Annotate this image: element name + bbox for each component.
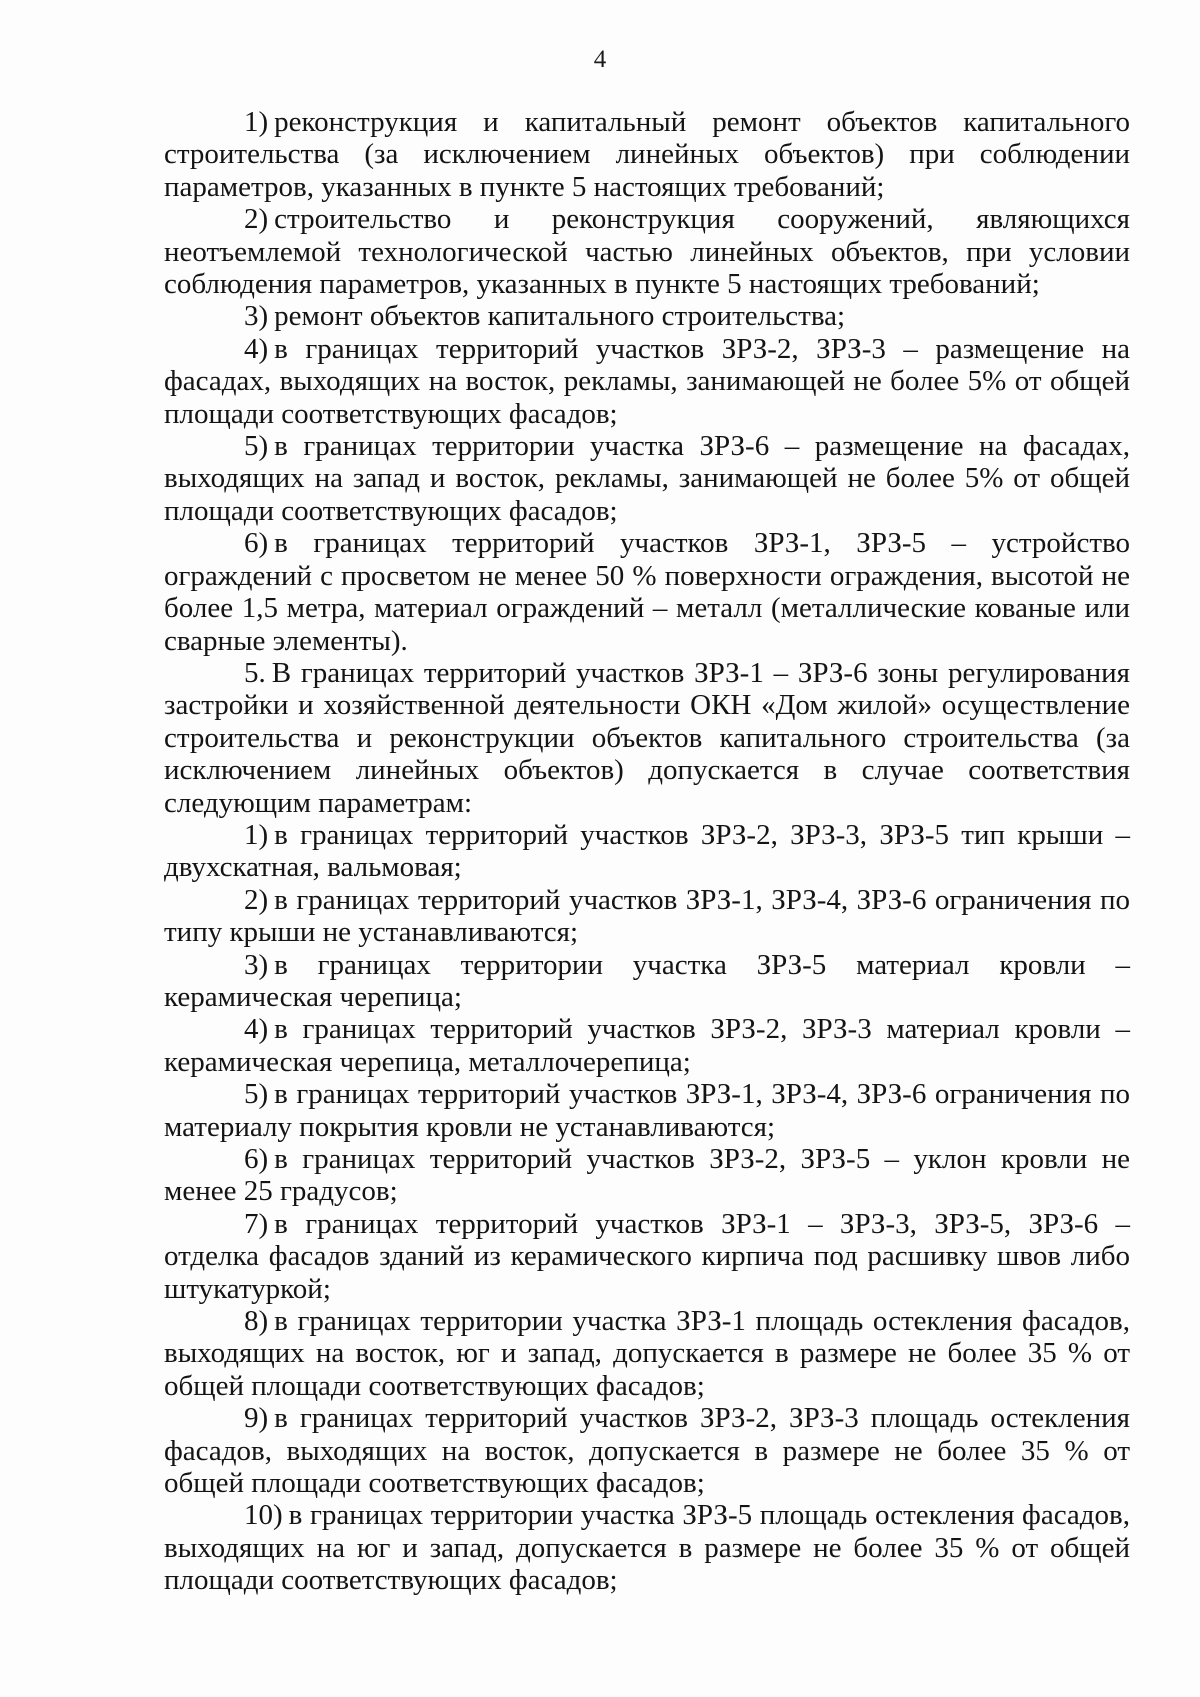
- item-number: 6): [244, 1143, 269, 1175]
- section-text: В границах территорий участков ЗРЗ-1 – ЗРЗ-6 зоны регулирования застройки и хозяйственной деятельности ОКН «Дом жилой» осуществление строительства и реконструкции объектов капитального строительства (за исключением линейных объектов) допускается в случае соответствия следующим параметрам:: [164, 656, 1130, 819]
- item-number: 3): [244, 300, 269, 333]
- item-text: в границах территорий участков ЗРЗ-1, ЗРЗ-5 – устройство ограждений с просветом не менее 50 % поверхности ограждения, высотой не более 1,5 метра, материал ограждений – металл (металлические кованые или сварные элементы).: [164, 527, 1130, 657]
- list-item: [164, 1208, 1130, 1305]
- item-text: в границах территории участка ЗРЗ-5 площадь остекления фасадов, выходящих на юг и запад, допускается в размере не более 35 % от общей площади соответствующих фасадов;: [164, 1499, 1130, 1597]
- item-text: строительство и реконструкция сооружений, являющихся неотъемлемой технологической частью линейных объектов, при условии соблюдения параметров, указанных в пункте 5 настоящих требований;: [164, 203, 1130, 301]
- item-number: 10): [244, 1499, 283, 1532]
- item-number: 1): [244, 818, 269, 851]
- item-number: 5): [244, 1078, 269, 1111]
- item-number: 9): [244, 1402, 269, 1435]
- item-number: 7): [244, 1207, 269, 1240]
- list-item: [164, 1143, 1130, 1208]
- item-text: ремонт объектов капитального строительства;: [274, 300, 846, 333]
- list-item: [164, 1499, 1130, 1596]
- item-text: в границах территории участка ЗРЗ-5 материал кровли – керамическая черепица;: [164, 948, 1130, 1013]
- item-text: реконструкция и капитальный ремонт объектов капитального строительства (за исключением линейных объектов) при соблюдении параметров, указанных в пункте 5 настоящих требований;: [164, 106, 1130, 203]
- document-body: [164, 106, 1130, 1597]
- item-text: в границах территорий участков ЗРЗ-2, ЗРЗ-3, ЗРЗ-5 тип крыши – двухскатная, вальмовая;: [164, 818, 1130, 884]
- item-text: в границах территорий участков ЗРЗ-1, ЗРЗ-4, ЗРЗ-6 ограничения по материалу покрытия кровли не устанавливаются;: [164, 1078, 1130, 1143]
- list-item: [164, 333, 1130, 430]
- item-number: 4): [244, 332, 269, 365]
- list-item: [164, 203, 1130, 300]
- item-number: 6): [244, 527, 269, 560]
- list-item: [164, 527, 1130, 657]
- item-number: 8): [244, 1305, 269, 1338]
- item-number: 2): [244, 883, 269, 916]
- item-text: в границах территории участка ЗРЗ-1 площадь остекления фасадов, выходящих на восток, юг и запад, допускается в размере не более 35 % от общей площади соответствующих фасадов;: [164, 1305, 1130, 1402]
- item-text: в границах территорий участков ЗРЗ-1, ЗРЗ-4, ЗРЗ-6 ограничения по типу крыши не устанавливаются;: [164, 883, 1130, 949]
- list-item: [164, 1305, 1130, 1402]
- section-paragraph: [164, 657, 1130, 819]
- item-text: в границах территорий участков ЗРЗ-2, ЗРЗ-3 площадь остекления фасадов, выходящих на восток, допускается в размере не более 35 % от общей площади соответствующих фасадов;: [164, 1402, 1130, 1500]
- item-text: в границах территорий участков ЗРЗ-2, ЗРЗ-3 материал кровли – керамическая черепица, металлочерепица;: [164, 1013, 1130, 1078]
- list-item: [164, 949, 1130, 1014]
- list-item: [164, 819, 1130, 884]
- item-number: 2): [244, 203, 269, 236]
- item-number: 3): [244, 948, 269, 981]
- item-text: в границах территории участка ЗРЗ-6 – размещение на фасадах, выходящих на запад и восток, рекламы, занимающей не более 5% от общей площади соответствующих фасадов;: [164, 430, 1130, 527]
- item-number: 5): [244, 430, 269, 463]
- item-text: в границах территорий участков ЗРЗ-2, ЗРЗ-5 – уклон кровли не менее 25 градусов;: [164, 1143, 1130, 1208]
- item-number: 4): [244, 1013, 269, 1046]
- list-item: [164, 1402, 1130, 1499]
- list-item: [164, 430, 1130, 527]
- section-number: 5.: [244, 656, 266, 689]
- list-item: [164, 884, 1130, 949]
- list-item: [164, 1013, 1130, 1078]
- item-text: в границах территорий участков ЗРЗ-2, ЗРЗ-3 – размещение на фасадах, выходящих на восток, рекламы, занимающей не более 5% от общей площади соответствующих фасадов;: [164, 332, 1130, 430]
- item-text: в границах территорий участков ЗРЗ-1 – ЗРЗ-3, ЗРЗ-5, ЗРЗ-6 – отделка фасадов зданий из керамического кирпича под расшивку швов либо штукатуркой;: [164, 1207, 1130, 1305]
- page-number: 4: [593, 46, 607, 73]
- list-item: [164, 106, 1130, 203]
- item-number: 1): [244, 106, 269, 138]
- list-item: [164, 300, 1130, 332]
- list-item: [164, 1078, 1130, 1143]
